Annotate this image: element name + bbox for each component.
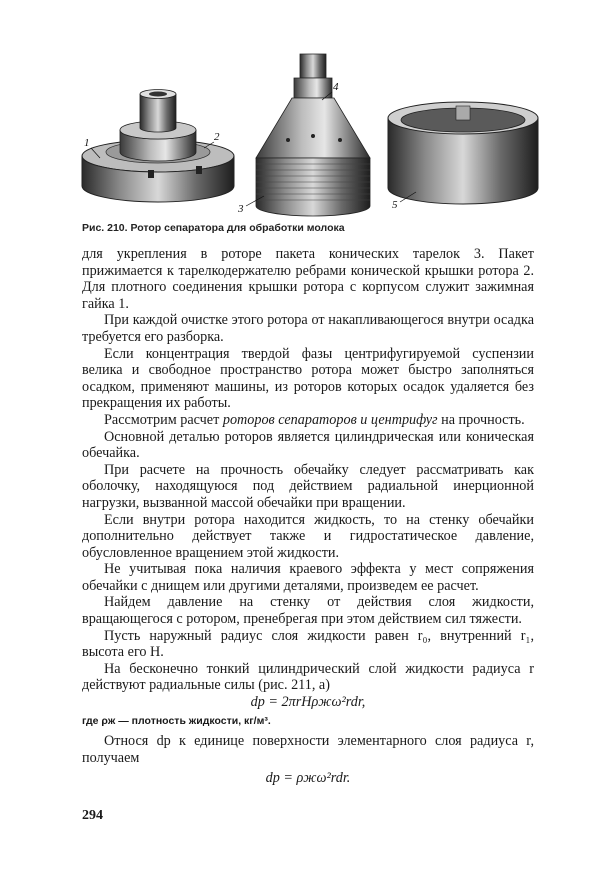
figure-label-2: 2 xyxy=(214,131,220,143)
figure-label-1: 1 xyxy=(84,137,90,149)
paragraph-2: При каждой очистке этого ротора от накапливающегося внутри осадка требуется его разборка. xyxy=(82,312,534,345)
rotor-illustration xyxy=(78,48,548,223)
paragraph-3: Если концентрация твердой фазы центрифугируемой суспензии велика и свободное пространство ротора может быстро заполняться осадком, применяют машины, из роторов которых осадок удаляется без прекращения их работы. xyxy=(82,345,534,412)
rotor-body xyxy=(82,90,234,203)
figure-caption: Рис. 210. Ротор сепаратора для обработки молока xyxy=(82,222,345,234)
density-note: где ρж — плотность жидкости, кг/м³. xyxy=(82,714,271,727)
paragraph-10: Пусть наружный радиус слоя жидкости равен r₀, внутренний r₁, высота его H. xyxy=(82,627,534,661)
paragraph-11: На бесконечно тонкий цилиндрический слой жидкости радиуса r действуют радиальные силы (рис. 211, а) xyxy=(82,660,534,694)
paragraph-6: При расчете на прочность обечайку следует рассматривать как оболочку, находящуюся под действием радиальной инерционной нагрузки, вызванной массой обечайки при вращении. xyxy=(82,461,534,511)
formula-1: dp = 2πrHρжω²rdr, xyxy=(250,694,366,711)
paragraph-12: Относя dp к единице поверхности элементарного слоя радиуса r, получаем xyxy=(82,733,534,766)
body-text xyxy=(82,246,534,787)
paragraph-4-start: Рассмотрим расчет xyxy=(104,411,223,428)
figure-label-3: 3 xyxy=(238,203,244,215)
figure-label-5: 5 xyxy=(392,199,398,211)
formula-2: dp = ρжω²rdr. xyxy=(265,770,351,787)
rotor-figure xyxy=(78,48,548,223)
paragraph-7: Если внутри ротора находится жидкость, то на стенку обечайки дополнительно действует также и гидростатическое давление, обусловленное вращением этой жидкости. xyxy=(82,511,534,561)
rotor-cone xyxy=(256,54,370,216)
paragraph-4-end: на прочность. xyxy=(437,411,525,428)
page-number: 294 xyxy=(82,808,103,823)
paragraph-8: Не учитывая пока наличия краевого эффекта у мест сопряжения обечайки с днищем или другими деталями, произведем ее расчет. xyxy=(82,561,534,594)
paragraph-5: Основной деталью роторов является цилиндрическая или коническая обечайка. xyxy=(82,428,534,462)
paragraph-9: Найдем давление на стенку от действия слоя жидкости, вращающегося с ротором, пренебрегая при этом действием сил тяжести. xyxy=(82,594,534,628)
paragraph-4 xyxy=(82,412,534,429)
paragraph-4-emphasis: роторов сепараторов и центрифуг xyxy=(222,411,438,428)
figure-label-4: 4 xyxy=(333,81,339,93)
paragraph-1: для укрепления в роторе пакета конических тарелок 3. Пакет прижимается к тарелкодержателю ребрами конической крышки ротора 2. Для плотного соединения крышки ротора с корпусом служит зажимная гайка 1. xyxy=(82,246,534,312)
rotor-bowl xyxy=(388,102,538,204)
